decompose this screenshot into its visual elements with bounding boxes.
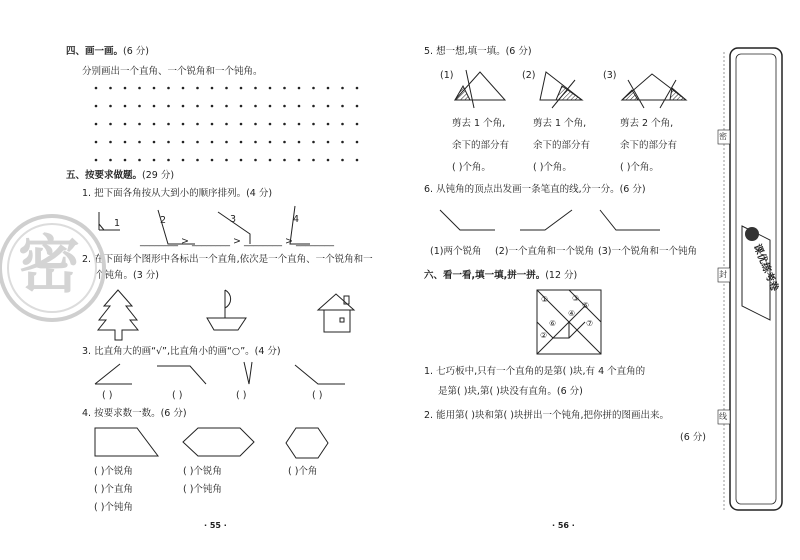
section-4-title: 四、画一画。(6 分) (66, 46, 149, 57)
page-number-left: · 55 · (204, 521, 227, 530)
q5-num-3: (3) (603, 70, 617, 81)
q6-option-1: (1)两个锐角 (430, 246, 482, 257)
page-number-right: · 56 · (552, 521, 575, 530)
angle-label-4: 4 (293, 214, 300, 225)
q5-fill-2[interactable]: ( )个角。 (533, 162, 572, 173)
tangram-piece-5: ⑤ (582, 301, 590, 310)
q5-fill-1[interactable]: ( )个角。 (452, 162, 491, 173)
q4-col3-row1[interactable]: ( )个角 (288, 466, 318, 477)
question-1-blanks[interactable]: ________ > ________ > ________ > ________ (140, 236, 334, 247)
angle-label-2: 2 (160, 215, 167, 226)
tangram-piece-1: ① (541, 295, 549, 304)
brand-name: 课优练考卷 (750, 242, 780, 294)
tangram-piece-7: ⑦ (586, 319, 594, 328)
question-2-line1: 2. 在下面每个图形中各标出一个直角,依次是一个直角、一个锐角和一 (82, 254, 373, 265)
q4-col1-row1[interactable]: ( )个锐角 (94, 466, 133, 477)
q4-col1-row3[interactable]: ( )个钝角 (94, 502, 133, 513)
brand-logo-icon (745, 227, 759, 241)
tangram-piece-2: ② (540, 331, 548, 340)
section-5-title: 五、按要求做题。(29 分) (66, 170, 175, 181)
question-3: 3. 比直角大的画“√”,比直角小的画“○”。(4 分) (82, 346, 281, 357)
angle-label-1: 1 (114, 218, 121, 229)
question-6: 6. 从钝角的顶点出发画一条笔直的线,分一分。(6 分) (424, 184, 646, 195)
q4-col2-row1[interactable]: ( )个锐角 (183, 466, 222, 477)
question-4: 4. 按要求数一数。(6 分) (82, 408, 187, 419)
part-2-score: (6 分) (680, 432, 706, 443)
q3-paren-2[interactable]: ( ) (172, 390, 183, 401)
q5-cut-3: 剪去 2 个角, (620, 118, 674, 129)
q6-option-2: (2)一个直角和一个锐角 (495, 246, 594, 257)
tangram-piece-4: ④ (568, 309, 576, 318)
question-5: 5. 想一想,填一填。(6 分) (424, 46, 532, 57)
angle-label-3: 3 (230, 214, 237, 225)
q3-paren-3[interactable]: ( ) (236, 390, 247, 401)
question-1: 1. 把下面各角按从大到小的顺序排列。(4 分) (82, 188, 273, 199)
q6-option-3: (3)一个锐角和一个钝角 (598, 246, 697, 257)
section-4-instruction: 分别画出一个直角、一个锐角和一个钝角。 (82, 66, 263, 77)
question-2-line2: 个钝角。(3 分) (95, 270, 159, 281)
stamp-text: 密 (18, 228, 81, 301)
q5-rest-2: 余下的部分有 (533, 140, 591, 151)
q5-rest-1: 余下的部分有 (452, 140, 510, 151)
q5-rest-3: 余下的部分有 (620, 140, 678, 151)
tangram-piece-3: ③ (572, 294, 580, 303)
q5-num-1: (1) (440, 70, 454, 81)
q5-num-2: (2) (522, 70, 536, 81)
part-2[interactable]: 2. 能用第( )块和第( )块拼出一个钝角,把你拼的图画出来。 (424, 410, 669, 421)
q3-paren-4[interactable]: ( ) (312, 390, 323, 401)
q4-col1-row2[interactable]: ( )个直角 (94, 484, 133, 495)
q5-fill-3[interactable]: ( )个角。 (620, 162, 659, 173)
part-1-line2[interactable]: 是第( )块,第( )块没有直角。(6 分) (438, 386, 583, 397)
section-6-title: 六、看一看,填一填,拼一拼。(12 分) (424, 270, 578, 281)
q4-col2-row2[interactable]: ( )个钝角 (183, 484, 222, 495)
part-1-line1[interactable]: 1. 七巧板中,只有一个直角的是第( )块,有 4 个直角的 (424, 366, 646, 377)
q3-paren-1[interactable]: ( ) (102, 390, 113, 401)
side-char-3: 线 (719, 412, 727, 421)
q5-cut-2: 剪去 1 个角, (533, 118, 587, 129)
side-char-1: 密 (719, 132, 727, 141)
side-char-2: 封 (719, 270, 727, 279)
tangram-piece-6: ⑥ (549, 319, 557, 328)
q5-cut-1: 剪去 1 个角, (452, 118, 506, 129)
